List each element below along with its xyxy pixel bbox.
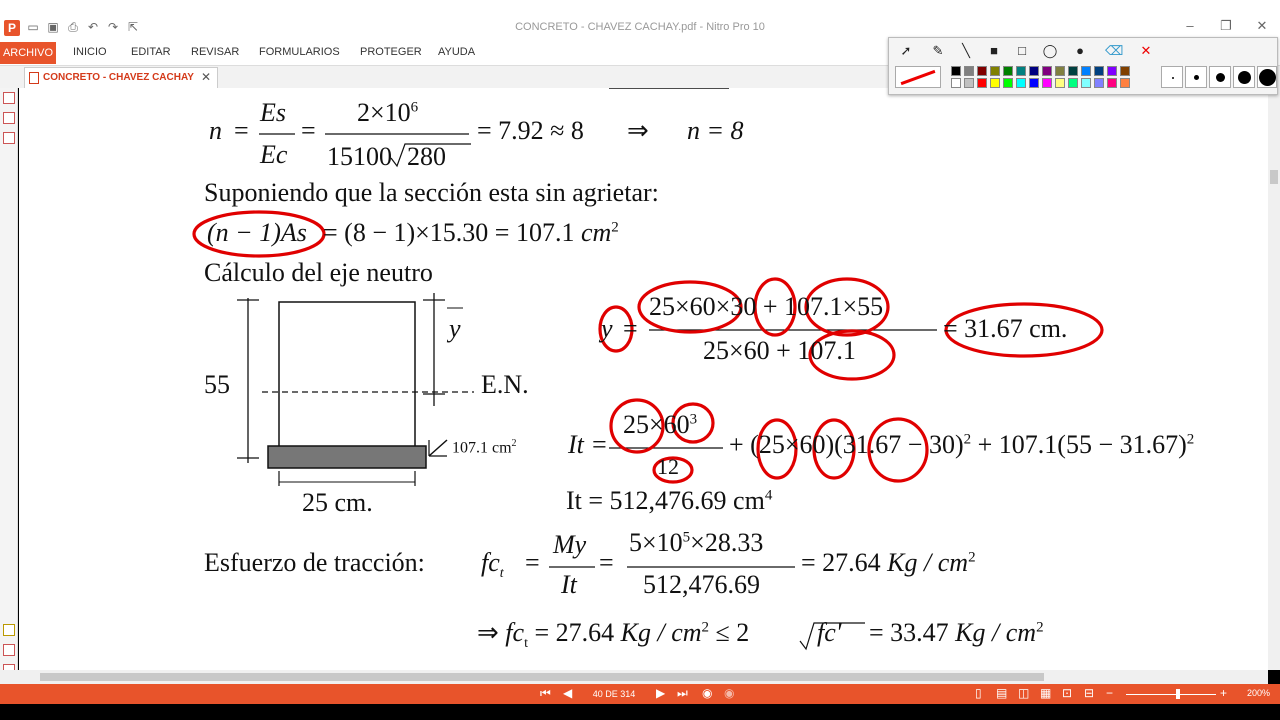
left-sidebar (0, 88, 18, 684)
color-swatch[interactable] (1003, 66, 1013, 76)
color-swatch[interactable] (977, 78, 987, 88)
eq1-es: Es (260, 98, 286, 127)
color-swatch[interactable] (964, 78, 974, 88)
text-calculo-eje-neutro: Cálculo del eje neutro (204, 258, 433, 287)
close-icon[interactable]: ✕ (1140, 43, 1152, 58)
eq3-lhs: y (601, 314, 613, 343)
redo-icon[interactable]: ↷ (107, 20, 119, 34)
eq7-sqrt-fc: fc' (817, 618, 842, 647)
eq7-result: = 33.47 Kg / $cm^2$ (869, 618, 1044, 647)
window-title: CONCRETO - CHAVEZ CACHAY.pdf - Nitro Pro 10 (515, 21, 765, 33)
filled-ellipse-icon[interactable]: ● (1076, 43, 1084, 58)
tab-formularios[interactable]: FORMULARIOS (259, 46, 340, 58)
eq3-numerator: 25×60×30 + 107.1×55 (649, 292, 884, 321)
select-arrow-icon[interactable]: ➚ (900, 43, 912, 58)
zoom-in-icon[interactable]: + (1220, 686, 1228, 700)
eq7-line: ⇒ $fc_t = 27.64$ $Kg / cm^2 \le 2$ (477, 618, 750, 652)
nitro-app-icon[interactable]: P (4, 20, 20, 36)
print-icon[interactable]: ⎙ (68, 20, 78, 34)
title-bar (0, 0, 1280, 40)
filled-rect-icon[interactable]: ■ (990, 43, 998, 58)
eq1-final: n = 8 (687, 116, 744, 145)
eq1-equals: = (234, 116, 249, 145)
eq6-it: It (561, 570, 577, 599)
eq6-label: Esfuerzo de tracción: (204, 548, 425, 577)
tab-archivo[interactable]: ARCHIVO (0, 42, 56, 64)
horizontal-scrollbar[interactable] (0, 670, 1268, 684)
eq1-result: = 7.92 ≈ 8 (477, 116, 584, 145)
current-pen-preview[interactable] (895, 66, 941, 88)
pdf-file-icon (29, 72, 39, 84)
diagram-ybar-label: y (449, 314, 461, 343)
eq4-parallel-axis: + $(25\times 60)(31.67 - 30)^2 + 107.1(55 - 31.67)^2$ (729, 430, 1195, 459)
document-tab-label: CONCRETO - CHAVEZ CACHAY (43, 72, 194, 83)
save-icon[interactable]: ▣ (47, 20, 59, 34)
eq6-fct: $fc_t$ (481, 548, 504, 582)
status-bar (0, 684, 1280, 704)
eq3-denominator: 25×60 + 107.1 (703, 336, 856, 365)
text-suponiendo: Suponiendo que la sección esta sin agrietar: (204, 178, 659, 207)
rect-icon[interactable]: □ (1018, 43, 1026, 58)
close-button[interactable]: ✕ (1256, 18, 1268, 33)
single-page-view-icon[interactable]: ▯ (975, 686, 982, 700)
close-tab-icon[interactable]: ✕ (200, 70, 211, 84)
attachments-panel-icon[interactable] (3, 132, 15, 144)
facing-continuous-icon[interactable]: ▦ (1040, 686, 1052, 700)
signatures-panel-icon[interactable] (3, 644, 15, 656)
color-swatch[interactable] (1055, 78, 1065, 88)
eq1-denominator: 15100 (327, 142, 392, 171)
horizontal-scroll-thumb[interactable] (40, 673, 1044, 681)
vertical-scroll-thumb[interactable] (1270, 170, 1278, 184)
window-controls (1172, 18, 1280, 34)
screen-draw-toolbar (888, 37, 1278, 95)
forward-view-icon[interactable]: ◉ (724, 686, 735, 700)
facing-view-icon[interactable]: ◫ (1018, 686, 1030, 700)
eq6-equals-2: = (599, 548, 614, 577)
color-swatch[interactable] (1055, 66, 1065, 76)
restore-button[interactable]: ❐ (1220, 18, 1232, 33)
eq1-n: n (209, 116, 222, 145)
line-icon[interactable]: ╲ (962, 43, 970, 58)
fit-page-icon[interactable]: ⊡ (1062, 686, 1073, 700)
pdf-page-view[interactable] (19, 88, 1268, 670)
size-m-button[interactable] (1209, 66, 1231, 88)
eq1-ec: Ec (260, 140, 288, 169)
color-swatch[interactable] (1094, 78, 1104, 88)
continuous-view-icon[interactable]: ▤ (996, 686, 1008, 700)
color-swatch[interactable] (1081, 78, 1091, 88)
color-swatch[interactable] (1003, 78, 1013, 88)
vertical-scrollbar[interactable] (1268, 88, 1280, 670)
size-s-button[interactable] (1185, 66, 1207, 88)
eq6-result: = 27.64 Kg / $cm^2$ (801, 548, 976, 577)
color-swatch[interactable] (951, 66, 961, 76)
color-swatch[interactable] (990, 78, 1000, 88)
fit-width-icon[interactable]: ⊟ (1084, 686, 1095, 700)
color-swatch[interactable] (1107, 66, 1117, 76)
diagram-steel-label: 107.1 $cm^2$ (452, 438, 517, 457)
color-swatch[interactable] (1120, 66, 1130, 76)
color-swatch[interactable] (1016, 66, 1026, 76)
color-swatch[interactable] (1081, 66, 1091, 76)
eraser-icon[interactable]: ⌫ (1105, 43, 1124, 58)
color-swatch[interactable] (1107, 78, 1117, 88)
eq4-denominator: 12 (657, 454, 679, 479)
color-swatch[interactable] (1016, 78, 1026, 88)
diagram-width-label: 25 cm. (302, 488, 373, 517)
color-swatch[interactable] (1029, 66, 1039, 76)
color-swatch[interactable] (951, 78, 961, 88)
back-view-icon[interactable]: ◉ (702, 686, 713, 700)
color-swatch[interactable] (990, 66, 1000, 76)
pages-panel-icon[interactable] (3, 92, 15, 104)
eq1-numerator: $2\times 10^6$ (357, 98, 419, 127)
minimize-button[interactable]: – (1186, 18, 1194, 33)
color-swatch[interactable] (1094, 66, 1104, 76)
tab-inicio[interactable]: INICIO (73, 46, 107, 58)
first-page-icon[interactable]: ⏮ (540, 686, 551, 700)
tab-editar[interactable]: EDITAR (131, 46, 171, 58)
size-l-button[interactable] (1233, 66, 1255, 88)
eq3-result: = 31.67 cm. (943, 314, 1068, 343)
eq2-rhs: = (8 − 1)×15.30 = 107.1 $cm^2$ (323, 218, 619, 247)
zoom-level[interactable]: 200% (1246, 688, 1270, 698)
eq6-numerator: $5\times 10^5\times 28.33$ (629, 528, 764, 557)
comments-panel-icon[interactable] (3, 624, 15, 636)
color-swatch[interactable] (964, 66, 974, 76)
eq1-equals-2: = (301, 116, 316, 145)
color-swatch[interactable] (1029, 78, 1039, 88)
color-swatch[interactable] (1120, 78, 1130, 88)
eq2-lhs: (n − 1)As (207, 218, 307, 247)
tab-proteger[interactable]: PROTEGER (360, 46, 422, 58)
last-page-icon[interactable]: ⏭ (677, 686, 688, 700)
eq6-equals: = (525, 548, 540, 577)
color-swatch[interactable] (977, 66, 987, 76)
eq6-denominator: 512,476.69 (643, 570, 760, 599)
ellipse-icon[interactable]: ◯ (1042, 43, 1058, 58)
prev-page-icon[interactable]: ◀ (563, 686, 573, 700)
bottom-letterbox (0, 704, 1280, 720)
eq4-lhs: It = (568, 430, 608, 459)
undo-icon[interactable]: ↶ (87, 20, 99, 34)
select-icon[interactable]: ⇱ (127, 20, 139, 34)
color-swatch[interactable] (1042, 78, 1052, 88)
size-xs-button[interactable] (1161, 66, 1183, 88)
bookmarks-panel-icon[interactable] (3, 112, 15, 124)
document-tab[interactable] (24, 67, 218, 88)
diagram-height-label: 55 (204, 370, 230, 399)
color-swatch[interactable] (1068, 66, 1078, 76)
eq5-it-result: It = 512,476.69 $cm^4$ (566, 486, 773, 515)
zoom-slider[interactable] (1126, 694, 1216, 695)
color-swatch[interactable] (1042, 66, 1052, 76)
eq3-equals: = (623, 314, 638, 343)
tab-ayuda[interactable]: AYUDA (438, 46, 476, 58)
tab-revisar[interactable]: REVISAR (191, 46, 240, 58)
next-page-icon[interactable]: ▶ (656, 686, 666, 700)
eq6-my: My (553, 530, 587, 559)
diagram-en-label: E.N. (481, 370, 529, 399)
pen-icon[interactable]: ✎ (932, 43, 944, 58)
page-indicator[interactable]: 40 DE 314 (592, 689, 636, 699)
open-icon[interactable]: ▭ (27, 20, 39, 34)
eq4-numerator: $25\times 60^3$ (623, 410, 698, 439)
size-xl-button[interactable] (1257, 66, 1277, 88)
zoom-out-icon[interactable]: − (1106, 686, 1114, 700)
zoom-slider-thumb[interactable] (1176, 689, 1180, 699)
color-swatch[interactable] (1068, 78, 1078, 88)
eq1-sqrt-value: 280 (407, 142, 446, 171)
eq1-implies: ⇒ (627, 116, 649, 145)
